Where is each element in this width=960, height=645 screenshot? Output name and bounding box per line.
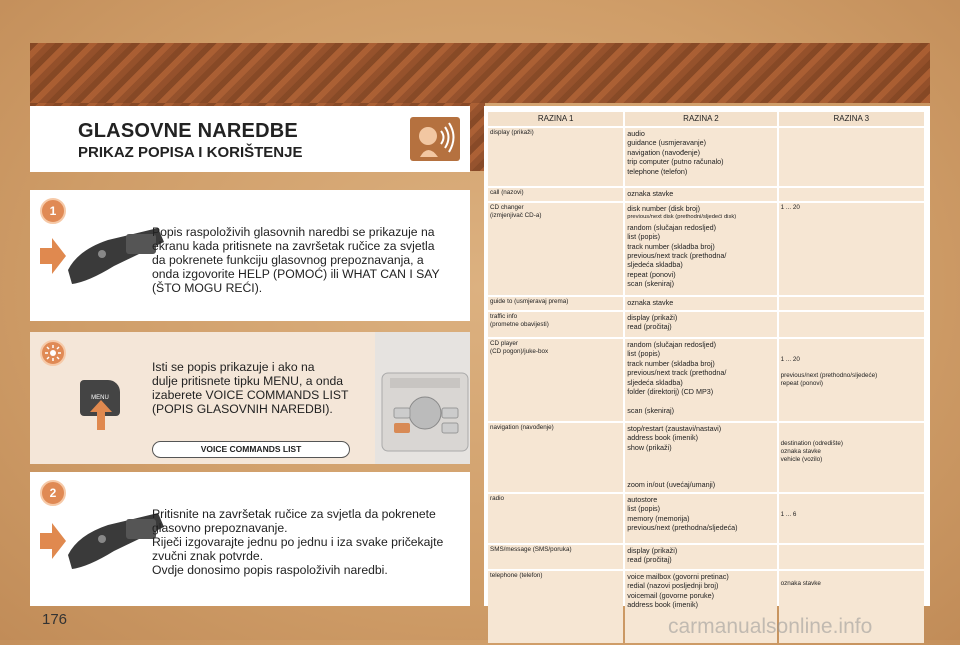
table-cell [625, 339, 776, 421]
table-cell-line: oznaka stavke [780, 580, 821, 587]
table-cell [488, 312, 623, 337]
table-cell-line: track number (skladba broj) [627, 358, 715, 368]
table-cell-line: memory (memorija) [627, 513, 690, 523]
step-2-line: Ovdje donosimo popis raspoloživih naredbi. [152, 563, 388, 577]
table-cell-line: (prometne obavijesti) [490, 321, 549, 328]
table-cell [779, 128, 924, 186]
table-cell-line: random (slučajan redosljed) [627, 222, 716, 232]
table-cell-line: navigation (navođenje) [490, 424, 554, 431]
table-cell-line [627, 452, 774, 461]
table-cell [625, 312, 776, 337]
table-cell-line: guide to (usmjeravaj prema) [490, 298, 569, 305]
step-2-line: Riječi izgovarajte jednu po jednu i iza svake pričekajte [152, 535, 444, 549]
table-cell-line [781, 495, 922, 503]
table-cell-line: (CD pogon)/juke-box [490, 348, 549, 355]
table-cell [488, 339, 623, 421]
table-cell-line: show (prikaži) [627, 442, 672, 452]
commands-table-panel [484, 106, 930, 610]
step-1-line: ekranu kada pritisnete na završetak ručice za svjetla [152, 239, 435, 253]
table-cell-line: oznaka stavke [780, 448, 821, 455]
table-cell-line: previous/next disk (prethodni/sljedeći disk) [627, 214, 737, 221]
table-cell-line: destination (odredište) [780, 440, 843, 447]
table-cell-line: oznaka stavke [627, 189, 674, 198]
table-cell [488, 423, 623, 492]
table-cell [488, 571, 623, 643]
table-row [488, 545, 924, 569]
table-row [488, 494, 924, 543]
step-2-line: glasovno prepoznavanje. [152, 521, 288, 535]
table-row [488, 188, 924, 201]
table-cell-line: CD player [490, 340, 518, 347]
table-cell-line: display (prikaži) [490, 129, 534, 136]
table-cell-line: stop/restart (zaustavi/nastavi) [627, 424, 722, 433]
table-row [488, 312, 924, 337]
decorative-header-strip [30, 43, 930, 103]
table-cell [488, 128, 623, 186]
table-row [488, 423, 924, 492]
table-cell-line: scan (skeniraj) [627, 405, 675, 415]
table-cell-line: guidance (usmjeravanje) [627, 138, 706, 148]
table-cell-line: 1 ... 6 [780, 511, 797, 518]
table-header-cell: RAZINA 1 [488, 112, 623, 126]
step-2-line: zvučni znak potvrde. [152, 549, 264, 563]
table-cell-line [627, 471, 774, 480]
voice-commands-list-bar: VOICE COMMANDS LIST [152, 441, 350, 458]
table-cell-line [781, 424, 922, 432]
table-cell-line: list (popis) [627, 349, 661, 359]
table-cell-line: CD changer [490, 204, 524, 211]
table-cell-line [627, 462, 774, 471]
table-cell [779, 297, 924, 310]
table-cell [779, 339, 924, 421]
table-cell-line: list (popis) [627, 232, 661, 242]
table-cell-line [781, 503, 922, 511]
table-header-cell: RAZINA 2 [625, 112, 776, 126]
watermark: carmanualsonline.info [668, 615, 873, 638]
page-title: GLASOVNE NAREDBE [78, 120, 298, 142]
table-cell-line: read (pročitaj) [627, 555, 672, 565]
table-cell [488, 494, 623, 543]
tip-line: dulje pritisnete tipku MENU, a onda [152, 374, 344, 388]
page-number: 176 [42, 611, 68, 628]
table-cell-line: previous/next track (prethodna/ [627, 251, 727, 261]
step-1-line: Popis raspoloživih glasovnih naredbi se prikazuje na [152, 225, 435, 239]
page-subtitle: PRIKAZ POPISA I KORIŠTENJE [78, 144, 303, 161]
table-cell-line: autostore [627, 495, 658, 504]
table-cell-line: display (prikaži) [627, 313, 678, 322]
table-cell [488, 297, 623, 310]
table-cell-line: voicemail (govorne poruke) [627, 590, 714, 600]
table-cell-line: SMS/message (SMS/poruka) [490, 546, 572, 553]
table-cell-line: scan (skeniraj) [627, 279, 675, 289]
table-cell-line: sljedeća skladba) [627, 377, 683, 387]
table-cell [625, 423, 776, 492]
table-row [488, 297, 924, 310]
table-cell-line: address book (imenik) [627, 600, 698, 610]
table-cell-line: call (nazovi) [490, 189, 524, 196]
table-header-cell: RAZINA 3 [779, 112, 924, 126]
tip-sun-badge [40, 340, 66, 366]
table-cell [625, 545, 776, 569]
table-cell [625, 203, 776, 295]
step-1-line: onda izgovorite HELP (POMOĆ) ili WHAT CAN I SAY [152, 267, 440, 281]
table-cell-line: navigation (navođenje) [627, 147, 701, 157]
table-cell-line: traffic info [490, 313, 518, 320]
light-stalk-image-2 [38, 505, 168, 585]
table-header-row [488, 112, 924, 126]
table-cell-line: track number (skladba broj) [627, 241, 715, 251]
table-cell-line: random (slučajan redosljed) [627, 340, 716, 349]
table-cell-line: voice mailbox (govorni pretinac) [627, 572, 729, 581]
table-row [488, 128, 924, 186]
table-cell-line [781, 348, 922, 356]
table-cell [779, 312, 924, 337]
step-1-line: da pokrenete funkciju glasovnog prepoznavanja, a [152, 253, 424, 267]
table-cell [488, 545, 623, 569]
table-cell-line: oznaka stavke [627, 298, 674, 307]
table-cell-line: read (pročitaj) [627, 322, 672, 332]
table-cell-line: (izmjenjivač CD-a) [490, 212, 542, 219]
table-cell-line [781, 364, 922, 372]
commands-table [486, 110, 926, 645]
table-cell [779, 188, 924, 201]
step-1-badge: 1 [40, 198, 66, 224]
step-2-text [152, 507, 467, 577]
table-cell-line [781, 432, 922, 440]
table-cell-line: previous/next (prethodna/sljedeća) [627, 523, 738, 533]
table-cell [779, 545, 924, 569]
table-cell-line: radio [490, 495, 505, 502]
menu-button-label: MENU [91, 395, 109, 401]
table-cell-line: sljedeća skladba) [627, 260, 683, 270]
table-cell [488, 203, 623, 295]
table-row [488, 203, 924, 295]
step-1-text [152, 225, 462, 295]
step-2-badge: 2 [40, 480, 66, 506]
table-cell [625, 188, 776, 201]
step-2-line: Pritisnite na završetak ručice za svjetla da pokrenete [152, 507, 436, 521]
table-cell-line: display (prikaži) [627, 546, 678, 555]
table-cell-line: zoom in/out (uvećaj/umanji) [627, 480, 716, 490]
arrow-up-icon [90, 400, 112, 435]
table-cell-line: previous/next (prethodno/sljedeće) [780, 372, 878, 379]
table-cell-line: audio [627, 129, 645, 138]
table-cell-line: folder (direktorij) (CD MP3) [627, 387, 714, 397]
table-cell-line [781, 572, 922, 580]
table-cell-line: address book (imenik) [627, 433, 698, 443]
tip-line: izaberete VOICE COMMANDS LIST [152, 388, 349, 402]
table-cell-line: repeat (ponovi) [627, 269, 676, 279]
table-cell-line: list (popis) [627, 504, 661, 514]
radio-unit-image [380, 368, 470, 458]
table-body [488, 128, 924, 643]
voice-command-icon [410, 117, 460, 161]
tip-line: Isti se popis prikazuje i ako na [152, 360, 315, 374]
table-cell-line: 1 ... 20 [780, 204, 800, 211]
table-cell-line: previous/next track (prethodna/ [627, 368, 727, 378]
table-cell-line: vehicle (vozilo) [780, 456, 823, 463]
table-cell [625, 297, 776, 310]
table-cell-line: telephone (telefon) [490, 572, 543, 579]
table-cell [779, 423, 924, 492]
table-cell-line: telephone (telefon) [627, 166, 688, 176]
table-cell [488, 188, 623, 201]
table-cell-line [781, 340, 922, 348]
table-cell [779, 494, 924, 543]
table-cell [779, 203, 924, 295]
table-cell-line: disk number (disk broj) [627, 204, 700, 213]
table-cell-line [627, 396, 774, 405]
table-cell-line: 1 ... 20 [780, 356, 800, 363]
step-1-line: (ŠTO MOGU REĆI). [152, 281, 263, 295]
table-row [488, 339, 924, 421]
light-stalk-image-1 [38, 220, 168, 300]
table-cell [625, 494, 776, 543]
tip-line: (POPIS GLASOVNIH NAREDBI). [152, 402, 333, 416]
tip-text [152, 360, 372, 416]
table-cell-line: redial (nazovi posljednji broj) [627, 581, 719, 591]
table-cell-line: trip computer (putno računalo) [627, 157, 724, 167]
table-cell [625, 128, 776, 186]
table-cell-line: repeat (ponovi) [780, 380, 823, 387]
